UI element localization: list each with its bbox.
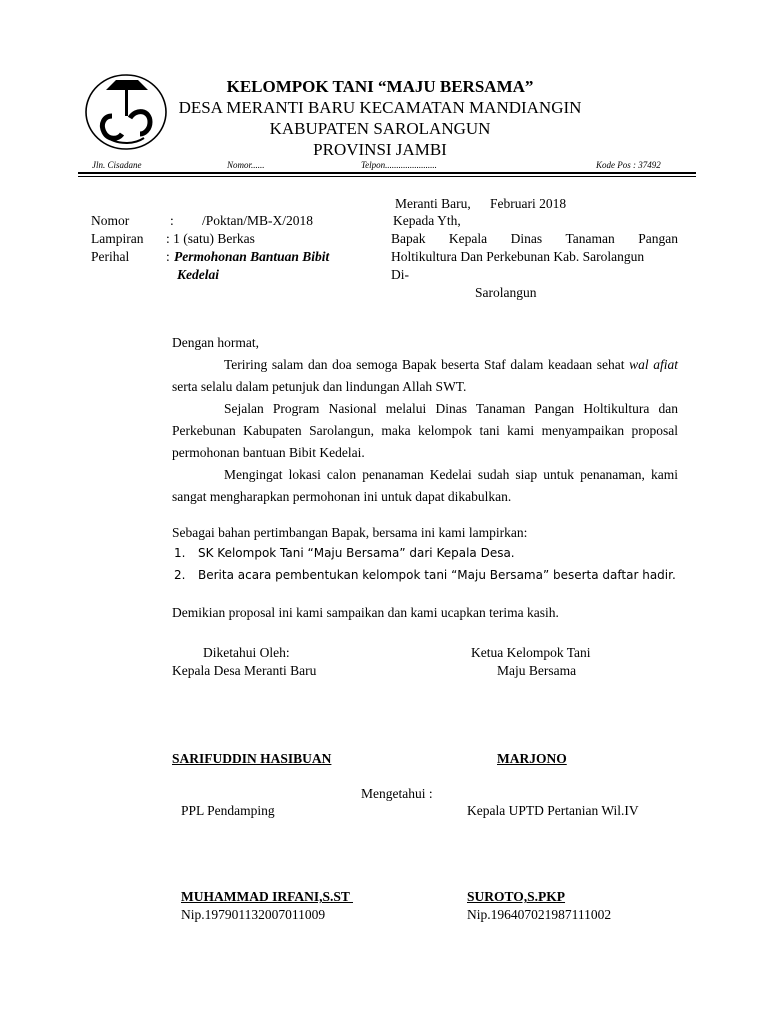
recipient-word: Tanaman <box>565 231 615 246</box>
list-item <box>172 542 676 564</box>
perihal-value-line1: Permohonan Bantuan Bibit <box>174 249 330 264</box>
greeting: Dengan hormat, <box>172 335 259 350</box>
acknowledged-by: Mengetahui : <box>361 786 433 801</box>
date: Februari 2018 <box>490 196 567 211</box>
letterhead-rule-thin <box>78 176 696 177</box>
ppl-name: MUHAMMAD IRFANI,S.ST <box>181 889 353 904</box>
lampiran-value: : 1 (satu) Berkas <box>166 231 255 246</box>
paragraph-1 <box>172 354 678 398</box>
left-known: Diketahui Oleh: <box>203 645 290 660</box>
nomor-value: /Poktan/MB-X/2018 <box>202 213 314 228</box>
uptd-nip: Nip.196407021987111002 <box>467 907 612 922</box>
list-item-number: 1. <box>174 546 186 560</box>
nomor-label: Nomor <box>91 213 130 228</box>
perihal-value-line2: Kedelai <box>177 267 219 282</box>
paragraph-1-text: Teriring salam dan doa semoga Bapak beserta Staf dalam keadaan sehat <box>224 357 625 372</box>
right-title-2: Maju Bersama <box>497 663 577 678</box>
perihal-label: Perihal <box>91 249 130 264</box>
uptd-name: SUROTO,S.PKP <box>467 889 566 904</box>
recipient-line-2: Holtikultura Dan Perkebunan Kab. Sarolangun <box>391 249 645 264</box>
recipient-word: Pangan <box>638 231 678 246</box>
organization-name: KELOMPOK TANI “MAJU BERSAMA” <box>226 77 534 96</box>
paragraph-3-text: Mengingat lokasi calon penanaman Kedelai sudah siap untuk penanaman, kami sangat mengharapkan permohonan ini untuk dapat dikabulkan. <box>172 467 678 504</box>
phone-info: Telpon....................... <box>361 160 437 170</box>
recipient-to: Kepada Yth, <box>393 213 461 228</box>
perihal-colon: : <box>166 249 170 264</box>
list-item <box>172 564 676 586</box>
uptd-title: Kepala UPTD Pertanian Wil.IV <box>467 803 639 818</box>
ppl-title: PPL Pendamping <box>181 803 275 818</box>
list-item-text: SK Kelompok Tani “Maju Bersama” dari Kepala Desa. <box>198 546 515 560</box>
attachments-intro: Sebagai bahan pertimbangan Bapak, bersama ini kami lampirkan: <box>172 525 528 540</box>
recipient-word: Kepala <box>448 231 488 246</box>
postal-info: Kode Pos : 37492 <box>596 160 661 170</box>
nomor-colon: : <box>170 213 174 228</box>
left-signatory-name: SARIFUDDIN HASIBUAN <box>172 751 332 766</box>
street-info: Jln. Cisadane <box>92 160 142 170</box>
recipient-city: Sarolangun <box>475 285 537 300</box>
place: Meranti Baru, <box>395 196 471 211</box>
right-title-1: Ketua Kelompok Tani <box>471 645 591 660</box>
right-signatory-name: MARJONO <box>497 751 567 766</box>
paragraph-1-text-end: serta selalu dalam petunjuk dan lindungan Allah SWT. <box>172 379 467 394</box>
letterhead-rule-thick <box>78 172 696 174</box>
paragraph-1-italic: wal afiat <box>629 357 679 372</box>
address-line-3: PROVINSI JAMBI <box>313 140 447 159</box>
recipient-word: Dinas <box>510 231 543 246</box>
list-item-text: Berita acara pembentukan kelompok tani “Maju Bersama” beserta daftar hadir. <box>198 568 676 582</box>
number-info: Nomor...... <box>227 160 265 170</box>
left-title: Kepala Desa Meranti Baru <box>172 663 317 678</box>
address-line-1: DESA MERANTI BARU KECAMATAN MANDIANGIN <box>178 98 582 117</box>
paragraph-2-text: Sejalan Program Nasional melalui Dinas Tanaman Pangan Holtikultura dan Perkebunan Kabupaten Sarolangun, maka kelompok tani kami menyampaikan proposal permohonan bantuan Bibit Kedelai. <box>172 401 678 460</box>
lampiran-label: Lampiran <box>91 231 144 246</box>
recipient-line-1 <box>391 230 678 248</box>
ppl-nip: Nip.197901132007011009 <box>181 907 326 922</box>
recipient-word: Bapak <box>391 231 426 246</box>
paragraph-3 <box>172 464 678 508</box>
address-line-2: KABUPATEN SAROLANGUN <box>269 119 491 138</box>
attachment-list <box>172 542 676 586</box>
recipient-di: Di- <box>391 267 409 282</box>
list-item-number: 2. <box>174 568 186 582</box>
paragraph-2 <box>172 398 678 464</box>
closing-sentence: Demikian proposal ini kami sampaikan dan kami ucapkan terima kasih. <box>172 605 559 620</box>
